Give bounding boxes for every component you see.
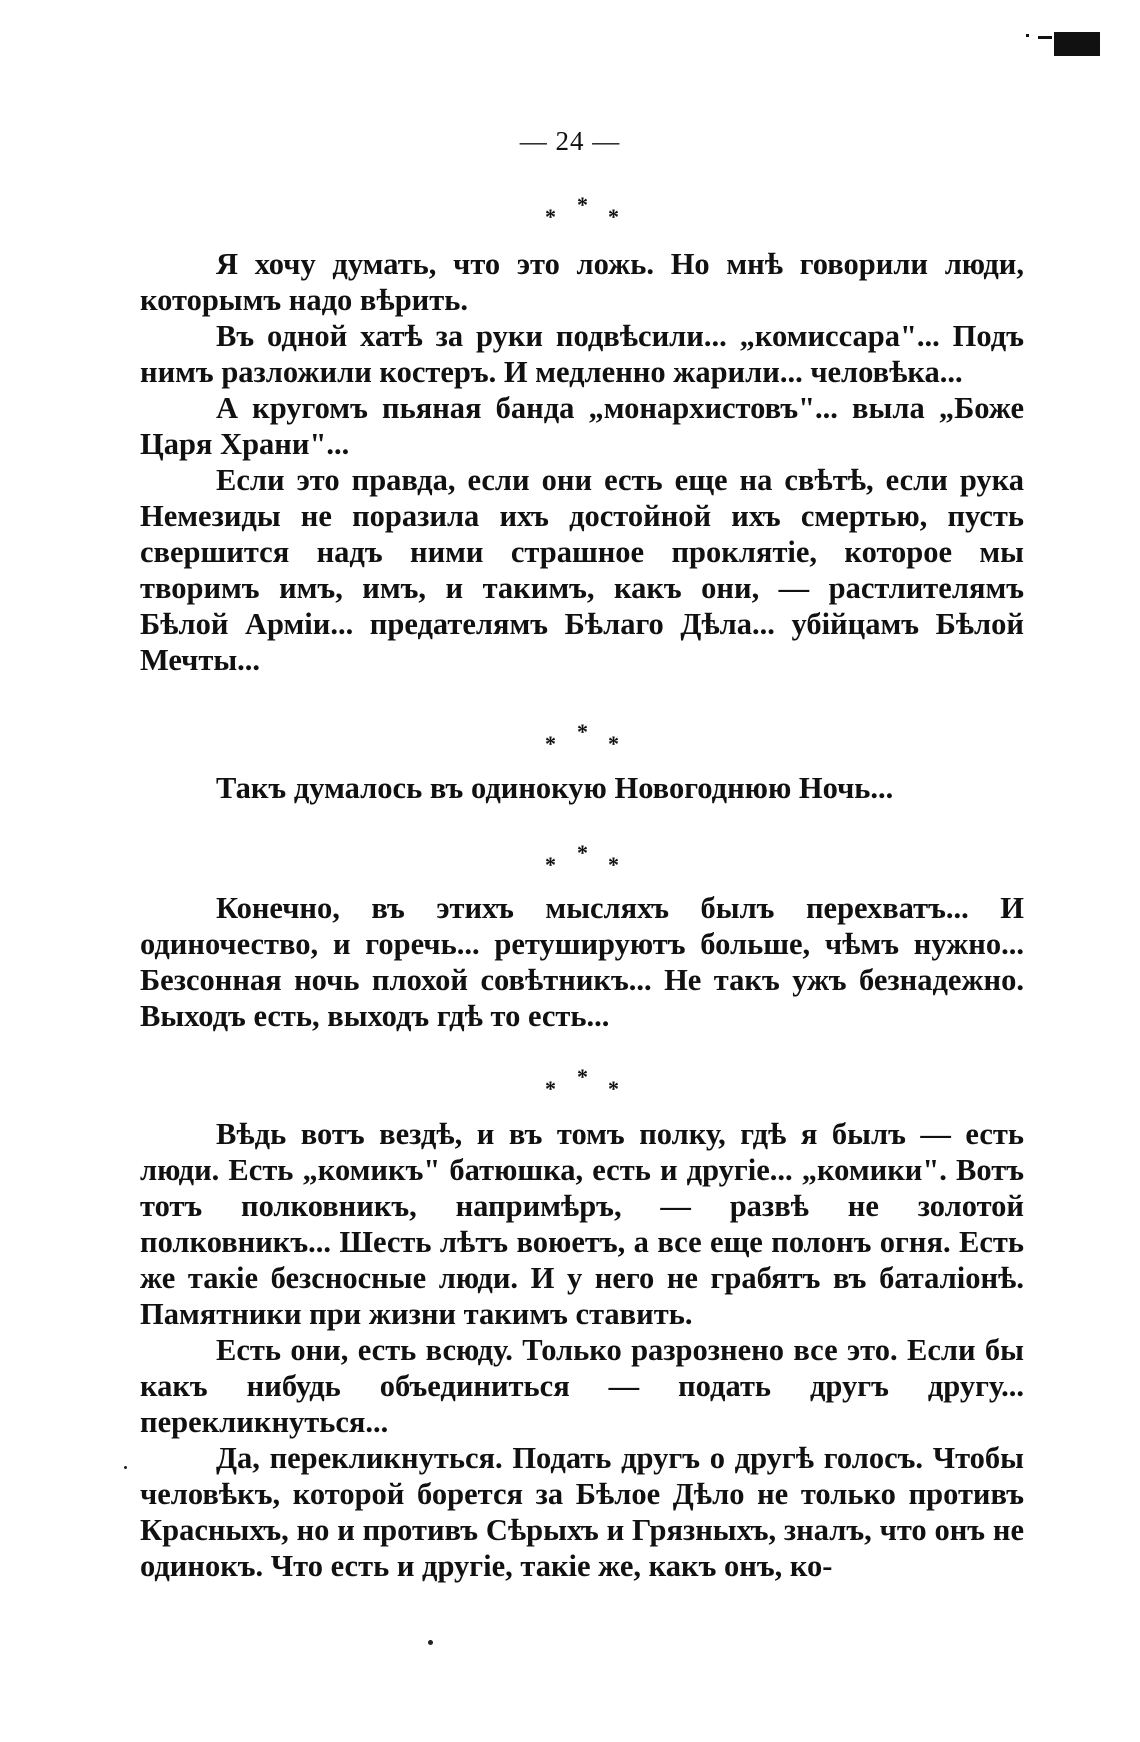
section-divider-asterism [0, 719, 1140, 763]
asterisk-icon: * [545, 731, 556, 756]
section-4 [140, 1116, 1024, 1584]
scan-artifact-mark [1024, 28, 1102, 58]
section-2 [140, 770, 1024, 806]
paragraph: Есть они, есть всюду. Только разрознено все это. Если бы какъ нибудь объединиться — подать другъ другу... перекликнуться... [140, 1333, 1024, 1439]
asterisk-icon: * [577, 840, 588, 865]
asterisk-icon: * [608, 731, 619, 756]
paragraph: Да, перекликнуться. Подать другъ о другѣ голосъ. Чтобы человѣкъ, которой борется за Бѣлое Дѣло не только противъ Красныхъ, но и противъ Сѣрыхъ и Грязныхъ, зналъ, что онъ не одинокъ. Что есть и другіе, такіе же, какъ онъ, ко- [140, 1441, 1024, 1583]
paragraph: Вѣдь вотъ вездѣ, и въ томъ полку, гдѣ я былъ — есть люди. Есть „комикъ" батюшка, есть и другіе... „комики". Вотъ тотъ полковникъ, напримѣръ, — развѣ не золотой полковникъ... Шесть лѣтъ воюетъ, а все еще полонъ огня. Есть же такіе безсносные люди. И у него не грабятъ въ баталіонѣ. Памятники при жизни такимъ ставить. [140, 1117, 1024, 1331]
section-divider-asterism [0, 1064, 1140, 1108]
section-divider-asterism [0, 192, 1140, 236]
paragraph: А кругомъ пьяная банда „монархистовъ"... выла „Боже Царя Храни"... [140, 391, 1024, 461]
paragraph: Въ одной хатѣ за руки подвѣсили... „комиссара"... Подъ нимъ разложили костеръ. И медленно жарили... человѣка... [140, 319, 1024, 389]
page-number: — 24 — [519, 126, 621, 156]
asterisk-icon: * [545, 204, 556, 229]
paragraph: Конечно, въ этихъ мысляхъ былъ перехватъ... И одиночество, и горечь... ретушируютъ больше, чѣмъ нужно... Безсонная ночь плохой совѣтникъ... Не такъ ужъ безнадежно. Выходъ есть, выходъ гдѣ то есть... [140, 891, 1024, 1033]
ink-speck [428, 1640, 433, 1645]
ink-speck [124, 1466, 127, 1469]
section-divider-asterism [0, 840, 1140, 884]
asterisk-icon: * [577, 192, 588, 217]
paragraph: Такъ думалось въ одинокую Новогоднюю Ночь... [216, 771, 894, 805]
asterisk-icon: * [545, 852, 556, 877]
section-1 [140, 246, 1024, 678]
paragraph: Я хочу думать, что это ложь. Но мнѣ говорили люди, которымъ надо вѣрить. [140, 247, 1024, 317]
asterisk-icon: * [608, 1076, 619, 1101]
asterisk-icon: * [545, 1076, 556, 1101]
section-3 [140, 890, 1024, 1034]
asterisk-icon: * [608, 852, 619, 877]
paragraph: Если это правда, если они есть еще на свѣтѣ, если рука Немезиды не поразила ихъ достойной ихъ смертью, пусть свершится надъ ними страшное проклятіе, которое мы творимъ имъ, имъ, и такимъ, какъ они, — растлителямъ Бѣлой Арміи... предателямъ Бѣлаго Дѣла... убійцамъ Бѣлой Мечты... [140, 463, 1024, 677]
asterisk-icon: * [608, 204, 619, 229]
asterisk-icon: * [577, 719, 588, 744]
asterisk-icon: * [577, 1064, 588, 1089]
